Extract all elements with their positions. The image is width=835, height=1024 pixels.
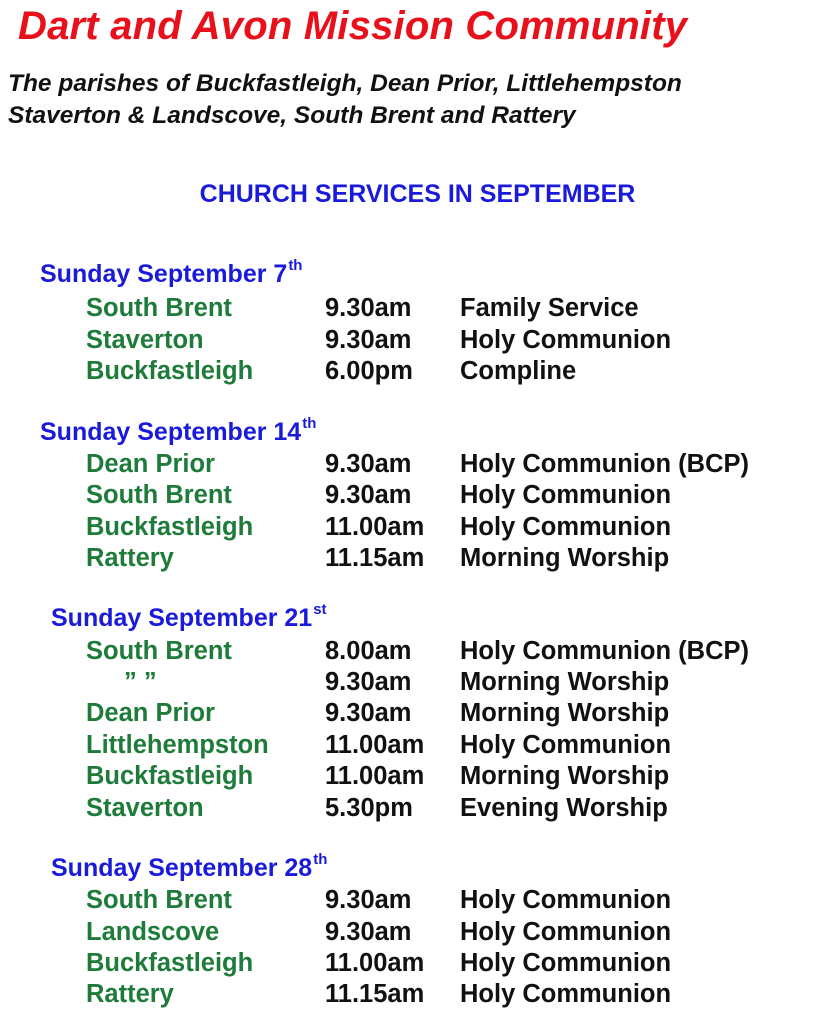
service-place: Staverton [86, 326, 204, 354]
service-type: Compline [460, 357, 577, 385]
service-time: 9.30am [325, 918, 412, 946]
sunday-heading-28 [51, 851, 328, 883]
service-type: Holy Communion (BCP) [460, 637, 749, 665]
service-row [0, 918, 835, 950]
service-time: 9.30am [325, 699, 412, 727]
service-type: Holy Communion [460, 513, 672, 541]
service-type: Holy Communion [460, 326, 672, 354]
service-type: Holy Communion [460, 949, 672, 977]
date-suffix: st [313, 601, 327, 618]
service-time: 8.00am [325, 637, 412, 665]
sunday-label: Sunday September 7 [40, 260, 288, 288]
service-type: Family Service [460, 294, 639, 322]
service-row [0, 731, 835, 763]
service-type: Holy Communion [460, 886, 672, 914]
services-heading: CHURCH SERVICES IN SEPTEMBER [199, 180, 636, 208]
service-place: Dean Prior [86, 699, 215, 727]
service-time: 11.00am [325, 949, 425, 977]
service-row [0, 949, 835, 981]
service-type: Morning Worship [460, 668, 670, 696]
service-place: South Brent [86, 637, 232, 665]
service-place: Buckfastleigh [86, 949, 254, 977]
date-suffix: th [302, 415, 317, 432]
service-time: 11.15am [325, 544, 425, 572]
service-time: 11.00am [325, 762, 425, 790]
date-suffix: th [313, 851, 328, 868]
service-row [0, 294, 835, 326]
service-type: Holy Communion [460, 980, 672, 1008]
service-place: Buckfastleigh [86, 513, 254, 541]
service-time: 9.30am [325, 668, 412, 696]
service-row [0, 762, 835, 794]
date-suffix: th [288, 257, 303, 274]
service-type: Morning Worship [460, 699, 670, 727]
service-place: Rattery [86, 544, 174, 572]
service-row [0, 544, 835, 576]
service-place: South Brent [86, 481, 232, 509]
service-row [0, 980, 835, 1012]
service-row [0, 886, 835, 918]
service-place: Rattery [86, 980, 174, 1008]
service-row [0, 699, 835, 731]
service-time: 5.30pm [325, 794, 413, 822]
service-place: Littlehempston [86, 731, 269, 759]
sunday-label: Sunday September 28 [51, 854, 313, 882]
service-place: South Brent [86, 886, 232, 914]
service-type: Holy Communion (BCP) [460, 450, 749, 478]
service-type: Morning Worship [460, 762, 670, 790]
service-type: Holy Communion [460, 731, 672, 759]
service-place: Dean Prior [86, 450, 215, 478]
parishes-subtitle-line-2: Staverton & Landscove, South Brent and Rattery [8, 102, 576, 129]
service-time: 11.00am [325, 513, 425, 541]
sunday-heading-21 [51, 601, 327, 633]
sunday-heading-14 [40, 415, 317, 447]
service-row [0, 668, 835, 700]
service-place: Buckfastleigh [86, 762, 254, 790]
service-type: Evening Worship [460, 794, 668, 822]
service-row [0, 513, 835, 545]
service-type: Holy Communion [460, 918, 672, 946]
service-row [0, 481, 835, 513]
service-row [0, 794, 835, 826]
service-time: 9.30am [325, 294, 412, 322]
service-time: 11.00am [325, 731, 425, 759]
service-place: Staverton [86, 794, 204, 822]
service-time: 9.30am [325, 450, 412, 478]
service-place: South Brent [86, 294, 232, 322]
service-type: Holy Communion [460, 481, 672, 509]
parishes-subtitle-line-1: The parishes of Buckfastleigh, Dean Prior, Littlehempston [8, 70, 682, 97]
ditto-marks: ” ” [124, 668, 157, 696]
service-place: Buckfastleigh [86, 357, 254, 385]
page-title: Dart and Avon Mission Community [18, 4, 688, 48]
service-time: 9.30am [325, 886, 412, 914]
service-time: 6.00pm [325, 357, 413, 385]
service-type: Morning Worship [460, 544, 670, 572]
service-place: Landscove [86, 918, 220, 946]
service-row [0, 326, 835, 358]
service-time: 9.30am [325, 481, 412, 509]
sunday-heading-7 [40, 257, 303, 289]
service-row [0, 637, 835, 669]
service-row [0, 450, 835, 482]
service-time: 9.30am [325, 326, 412, 354]
service-row [0, 357, 835, 389]
service-time: 11.15am [325, 980, 425, 1008]
sunday-label: Sunday September 14 [40, 418, 302, 446]
sunday-label: Sunday September 21 [51, 604, 313, 632]
